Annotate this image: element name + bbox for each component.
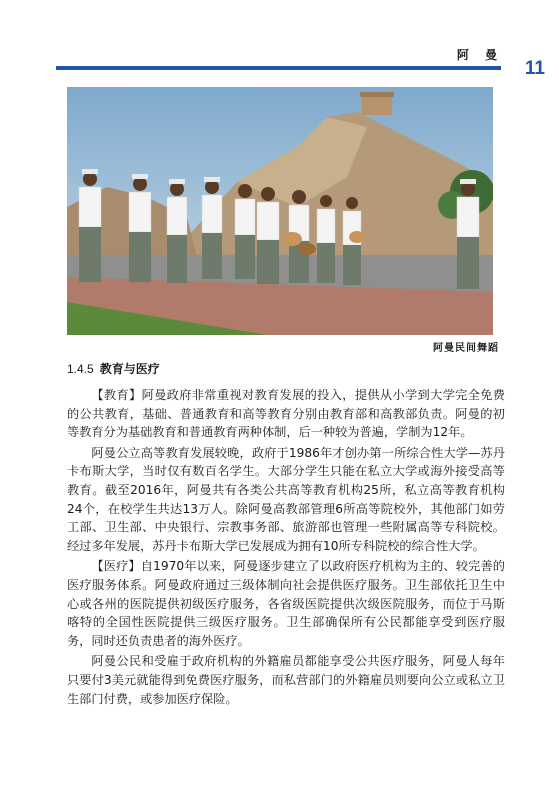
page-number: 11 xyxy=(524,58,545,79)
photo-folk-dance xyxy=(67,87,493,335)
figure-caption: 阿曼民间舞蹈 xyxy=(433,343,499,354)
paragraph-higher-education: 阿曼公立高等教育发展较晚，政府于1986年才创办第一所综合性大学—苏丹卡布斯大学，当时仅有数百名学生。大部分学生只能在私立大学或海外接受高等教育。截至2016年，阿曼共有各类公共高等教育机构25所，私立高等教育机构24个，在校学生共达13万人。除阿曼高教部管理6所高等院校外，其他部门如劳工部、卫生部、中央银行、宗教事务部、旅游部也管理一些附属高等专科院校。经过多年发展，苏丹卡布斯大学已发展成为拥有10所专科院校的综合性大学。 xyxy=(67,445,505,553)
paragraph-public-healthcare: 阿曼公民和受雇于政府机构的外籍雇员都能享受公共医疗服务，阿曼人每年只要付3美元就能得到免费医疗服务，而私营部门的外籍雇员则要向公立或私立卫生部门付费，或参加医疗保险。 xyxy=(67,654,505,706)
paragraph-education: 【教育】阿曼政府非常重视对教育发展的投入，提供从小学到大学完全免费的公共教育，基础、普通教育和高等教育分别由教育部和高教部负责。阿曼的初等教育分为基础教育和普通教育两种体制，后一种较为普遍，学制为12年。 xyxy=(67,388,505,440)
header-rule xyxy=(56,66,501,70)
body-text xyxy=(67,386,505,708)
paragraph-healthcare: 【医疗】自1970年以来，阿曼逐步建立了以政府医疗机构为主的、较完善的医疗服务体系。阿曼政府通过三级体制向社会提供医疗服务。卫生部依托卫生中心或各州的医院提供初级医疗服务，各省级医院提供次级医院服务，而位于马斯喀特的全国性医院提供三级医疗服务。卫生部确保所有公民都能享受到医疗服务，同时还负责患者的海外医疗。 xyxy=(67,559,505,648)
running-header-title: 阿 曼 xyxy=(456,48,503,62)
section-number: 1.4.5 xyxy=(67,362,94,376)
section-title: 教育与医疗 xyxy=(99,362,160,376)
section-heading xyxy=(67,360,160,377)
